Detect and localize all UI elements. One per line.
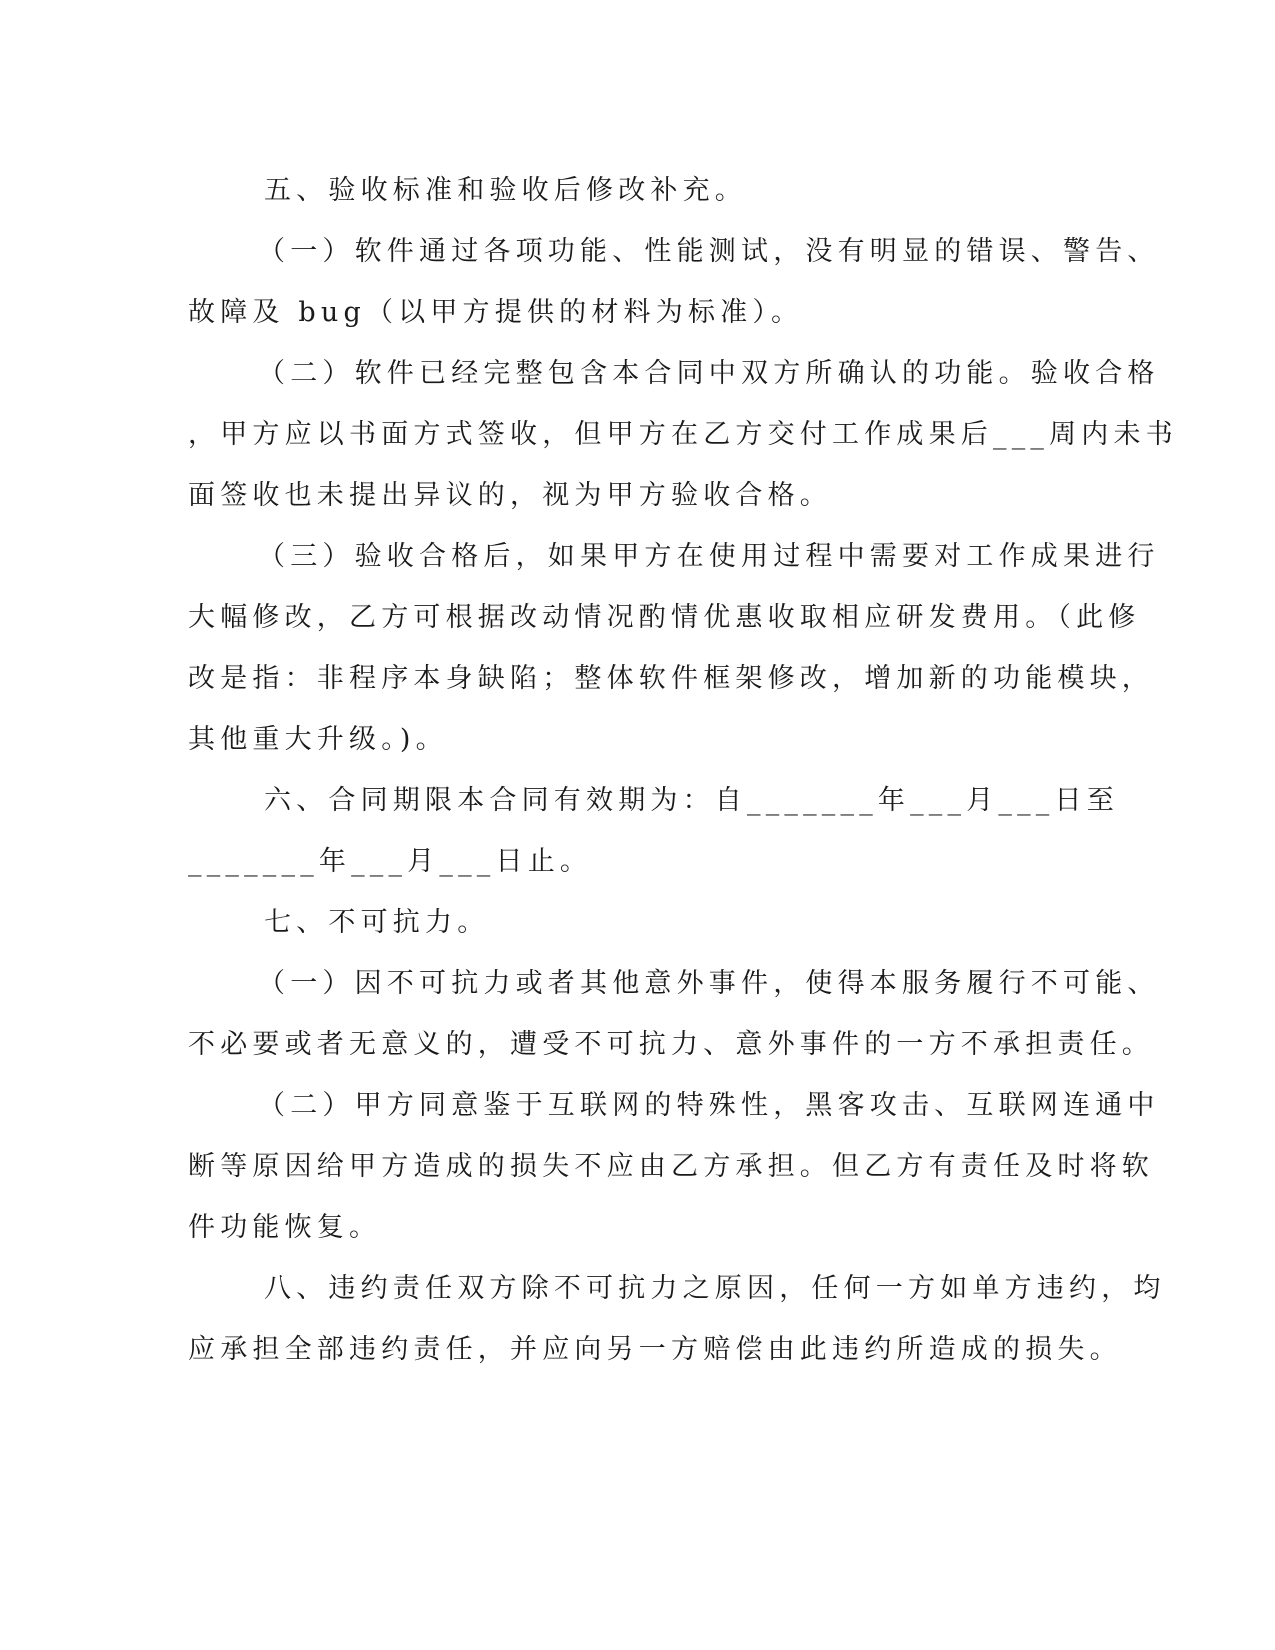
paragraph-line: （二）软件已经完整包含本合同中双方所确认的功能。验收合格: [258, 358, 1160, 389]
paragraph-line: 应承担全部违约责任，并应向另一方赔偿由此违约所造成的损失。: [188, 1334, 1122, 1365]
paragraph-line: 面签收也未提出异议的，视为甲方验收合格。: [188, 480, 832, 511]
paragraph-line: （一）因不可抗力或者其他意外事件，使得本服务履行不可能、: [258, 968, 1160, 999]
section-heading: 七、不可抗力。: [264, 907, 490, 938]
document-body: [188, 160, 1178, 1380]
paragraph-line: 大幅修改，乙方可根据改动情况酌情优惠收取相应研发费用。（此修: [188, 602, 1141, 633]
section-heading: 八、违约责任双方除不可抗力之原因，任何一方如单方违约，均: [264, 1273, 1166, 1304]
paragraph-line: 断等原因给甲方造成的损失不应由乙方承担。但乙方有责任及时将软: [188, 1151, 1154, 1182]
paragraph-line: 不必要或者无意义的，遭受不可抗力、意外事件的一方不承担责任。: [188, 1029, 1154, 1060]
paragraph-line: 件功能恢复。: [188, 1212, 382, 1243]
paragraph-line: 其他重大升级。)。: [188, 724, 448, 755]
paragraph-line: ，甲方应以书面方式签收，但甲方在乙方交付工作成果后___周内未书: [188, 419, 1178, 450]
paragraph-line: （三）验收合格后，如果甲方在使用过程中需要对工作成果进行: [258, 541, 1160, 572]
paragraph-line: _______年___月___日止。: [188, 846, 593, 877]
paragraph-line: （二）甲方同意鉴于互联网的特殊性，黑客攻击、互联网连通中: [258, 1090, 1160, 1121]
section-heading: 五、验收标准和验收后修改补充。: [264, 175, 747, 206]
paragraph-line: 故障及 bug（以甲方提供的材料为标准）。: [188, 297, 804, 328]
paragraph-line: 改是指：非程序本身缺陷；整体软件框架修改，增加新的功能模块，: [188, 663, 1154, 694]
section-heading: 六、合同期限本合同有效期为：自_______年___月___日至: [264, 785, 1119, 816]
paragraph-line: （一）软件通过各项功能、性能测试，没有明显的错误、警告、: [258, 236, 1160, 267]
